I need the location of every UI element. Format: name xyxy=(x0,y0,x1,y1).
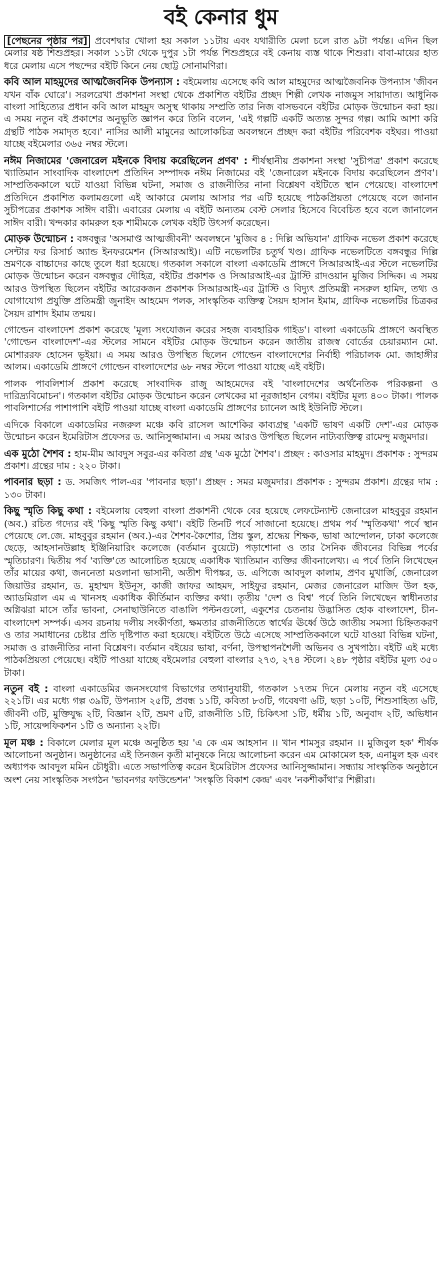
article-paragraph-golden-bangladesh xyxy=(4,325,438,375)
continued-from-label: [পেছনের পৃষ্ঠার পর] xyxy=(4,35,90,48)
article-paragraph-pabnar-chhora xyxy=(4,477,438,502)
paragraph-text: বইমেলায় বেহুলা বাংলা প্রকাশনী থেকে বের হয়েছে লেফটেন্যান্ট জেনারেল মাহবুবুর রহমান (অব.) রচিত গদ্যের বই 'কিছু স্মৃতি কিছু কথা'। বইটি তিনটি পর্বে সাজানো হয়েছে। প্রথম পর্ব 'স্মৃতিকথা' পর্বে স্থান পেয়েছে লে.জে. মাহবুবুর রহমান (অব.)-এর শৈশব-কৈশোর, প্রিয় স্কুল, শ্রদ্ধেয় শিক্ষক, ভাষা আন্দোলন, ঢাকা কলেজে ছেড়ে, আহসানউল্লাহ ইঞ্জিনিয়ারিং কলেজে (বর্তমান বুয়েটে) পড়াশোনা ও তার সৈনিক জীবনের বিভিন্ন পর্বের স্মৃতিচারণ। দ্বিতীয় পর্ব 'ব্যক্তি'তে আলোচিত হয়েছে একাধিক খ্যাতিমান ব্যক্তির জীবনালেখ্য। এ পর্বে তিনি লিখেছেন তাঁর মায়ের কথা, জননেতা মওলানা ভাসানী, অতীশ দীপঙ্কর, ড. এপিজে আবদুল কালাম, প্রণব মুখার্জি, জেনারেল জিয়াউর রহমান, ড. মুহাম্মদ ইউনূস, কাজী জাফর আহমদ, সাইফুর রহমান, মেজর জেনারেল মাজিদ উল হক, অ্যাডমিরাল এম এ খানসহ একাধিক কীর্তিমান ব্যক্তির কথা। তৃতীয় 'দেশ ও বিশ্ব' পর্বে তিনি লিখেছেন স্বাধীনতার অগ্নিঝরা মাসে তাঁর ভাবনা, সেনাছাউনিতে বাঙালি পল্টনগুলো, একুশের চেতনায় উদ্ভাসিত হোক বাংলাদেশ, চীন-বাংলাদেশ সম্পর্ক। এসব রচনায় দলীয় সংকীর্ণতা, ক্ষমতার রাজনীতিতে স্বার্থের ঊর্ধ্বে উঠে জাতীয় সমস্যা চিহ্নিতকরণ ও তার সমাধানের চেষ্টার প্রতি দৃষ্টিপাত করা হয়েছে। বইটিতে উঠে এসেছে সাম্প্রতিককালে ঘটে যাওয়া বিভিন্ন ঘটনা, সমাজ ও রাজনীতির নানা বিশ্লেষণ। বর্তমান বইয়ের ভাষা, বর্ণনা, উপস্থাপনশৈলী অভিনব ও সুখপাঠ্য। বইটি এই মধ্যে পাঠকপ্রিয়তা পেয়েছে। বইটি পাওয়া যাচ্ছে বইমেলার বেহুলা বাংলার ২৭৩, ২৭৪ স্টলে। ২৪৮ পৃষ্ঠার বইটির মূল্য ৩৫০ টাকা। xyxy=(4,506,438,679)
paragraph-text: ড. সমজিৎ পাল-এর 'পাবনার ছড়া'। প্রচ্ছদ : সমর মজুমদার। প্রকাশক : সুন্দরম প্রকাশ। গ্রন্থের দাম : ১৩০ টাকা। xyxy=(4,477,438,501)
article-paragraph-naem-nizam xyxy=(4,156,438,230)
page-title: বই কেনার ধুম xyxy=(163,5,279,29)
paragraph-text: প্রবেশদ্বার খোলা হয় সকাল ১১টায় এবং যথারীতি মেলা চলে রাত ৯টা পর্যন্ত। এদিন ছিল মেলার ষষ্ঠ শিশুপ্রহর। সকাল ১১টা থেকে দুপুর ১টা পর্যন্ত শিশুপ্রহরে বই কেনায় ব্যস্ত থাকে শিশুরা। বাবা-মায়ের হাত ধরে মেলায় এসে পছন্দের বইটি কিনে নেয় ছোট্ট সোনামণিরা। xyxy=(4,36,438,72)
article-paragraph-intro xyxy=(4,36,438,73)
paragraph-text: বঙ্গবন্ধুর 'অসমাপ্ত আত্মজীবনী' অবলম্বনে 'মুজিব ৪ : দিল্লি অভিযান' গ্রাফিক নভেল প্রকাশ করেছে সেন্টার ফর রিসার্চ অ্যান্ড ইনফরমেশন (সিআরআই)। এটি নভেলটির চতুর্থ খণ্ড। গ্রাফিক নভেলটিতে বঙ্গবন্ধুর দিল্লি ভ্রমণকে বাচ্চাদের কাছে তুলে ধরা হয়েছে। গতকাল সকালে বাংলা একাডেমি প্রাঙ্গণে সিআরআই-এর স্টলে নভেলটির মোড়ক উন্মোচন করেন বঙ্গবন্ধুর দৌহিত্র, বইটির প্রকাশক ও সিআরআই-এর ট্রাস্টি রাদওয়ান মুজিব সিদ্দিক। এ সময় আরও উপস্থিত ছিলেন বইটির আরেকজন প্রকাশক সিআরআই-এর ট্রাস্টি ও বিদ্যুৎ প্রতিমন্ত্রী নসরুল হামিদ, তথ্য ও যোগাযোগ প্রযুক্তি প্রতিমন্ত্রী জুনাইদ আহমেদ পলক, সাংস্কৃতিক ব্যক্তিত্ব সৈয়দ হাসান ইমাম, গ্রাফিক নভেলটির চিত্রকর সৈয়দ রাশাদ ইমাম তন্ময়। xyxy=(4,234,438,320)
article-paragraph-notun-boi xyxy=(4,684,438,734)
paragraph-text: পালক পাবলিশার্স প্রকাশ করেছে সাংবাদিক রাজু আহমেদের বই 'বাংলাদেশের অর্থনৈতিক পরিকল্পনা ও দারিদ্র্যবিমোচন'। গতকাল বইটির মোড়ক উন্মোচন করেন লেখকের মা নূরজাহান বেগম। বইটির মূল্য ৪০০ টাকা। পালক পাবলিশার্সের পাশাপাশি বইটি পাওয়া যাচ্ছে বাংলা একাডেমি প্রাঙ্গণের চ্যানেল আই ইউনিটি স্টলে। xyxy=(4,378,438,415)
paragraph-text: শীর্ষস্থানীয় প্রকাশনা সংস্থা 'সুচীপত্র' প্রকাশ করেছে খ্যাতিমান সাংবাদিক বাংলাদেশ প্রতিদিন সম্পাদক নঈম নিজামের বই 'জেনারেল মইনকে বিদায় করেছিলেন প্রণব'। সাম্প্রতিককালে ঘটে যাওয়া বিভিন্ন ঘটনা, সমাজ ও রাজনীতির নানা বিশ্লেষণ বইটিতে স্থান পেয়েছে। বাংলাদেশ প্রতিদিনে প্রকাশিত কলামগুলো এই আকারে মেলায় আসার পর এটি হয়েছে পাঠকপ্রিয়তা পেয়েছে বলে জানান সুচীপত্রের প্রকাশক সাঈদ বারী। এবারের মেলায় এ বইটি অন্যতম বেস্ট সেলার হিসেবে বিবেচিত হবে বলে জানালেন সাঈদ বারী। খন্দকার কামরুল হক শামীমকে লেখক বইটি উৎসর্গ করেছেন। xyxy=(4,155,439,229)
section-heading: কবি আল মাহমুদের আত্মজৈবনিক উপন্যাস : xyxy=(4,77,180,89)
section-heading: নঈম নিজামের 'জেনারেল মইনকে বিদায় করেছিলেন প্রণব' : xyxy=(4,155,248,167)
section-heading: মোড়ক উন্মোচন : xyxy=(4,234,74,246)
paragraph-text: বিকালে মেলার মূল মঞ্চে অনুষ্ঠিত হয় 'এ কে এম আহসান ।। খান শামসুর রহমান ।। মুজিবুল হক' শীর্ষক আলোচনা অনুষ্ঠান। অনুষ্ঠানের এই তিনজন কৃতী মানুষকে নিয়ে আলোচনা করেন এম মোকামেল হক, এনামুল হক এবং অধ্যাপক আবদুল মমিন চৌধুরী। এতে সভাপতিত্ব করেন ইমেরিটাস প্রফেসর আনিসুজ্জামান। সন্ধ্যায় সাংস্কৃতিক অনুষ্ঠানে অংশ নেয় সাংস্কৃতিক সংগঠন 'ভাবনগর ফাউন্ডেশন' 'সংস্কৃতি বিকাশ কেন্দ্র' এবং 'নকশীকাঁথা'র শিল্পীরা। xyxy=(4,737,438,786)
article-paragraph-palok xyxy=(4,379,438,416)
paragraph-text: বইমেলায় এসেছে কবি আল মাহমুদের আত্মজৈবনিক উপন্যাস 'জীবন যখন বাঁক ঘোরে'। সরলরেখা প্রকাশনা সংস্থা থেকে প্রকাশিত বইটির প্রচ্ছদ শিল্পী লেখক নাজমুস সায়াদাত। আধুনিক বাংলা সাহিত্যের প্রধান কবি আল মাহমুদ অসুস্থ থাকায় সম্প্রতি তার নিজ বাসভবনে বইটির মোড়ক উন্মোচন করা হয়। এ সময় নতুন বই প্রকাশের অনুভূতি জ্ঞাপন করে তিনি বলেন, 'এই গল্পটি একটি অত্যন্ত সুন্দর গল্প। আমি আশা করি গ্রন্থটি পাঠক সমাদৃত হবে।' নাসির আলী মামুনের আলোকচিত্র অবলম্বনে প্রচ্ছদ করা বইটির পরিবেশক বইঘর। পাওয়া যাচ্ছে বইমেলার ৩৬৫ নম্বর স্টলে। xyxy=(4,77,438,151)
article-paragraph-mool-moncho xyxy=(4,738,438,788)
section-heading: এক মুঠো শৈশব : xyxy=(4,448,72,460)
article-paragraph-al-mahmud xyxy=(4,77,438,151)
paragraph-text: হাম-মীম আবদুস সবুর-এর কবিতা গ্রন্থ 'এক মুঠো শৈশব'। প্রচ্ছদ : কাওসার মাহমুদ। প্রকাশক : সুন্দরম প্রকাশ। গ্রন্থের দাম : ২২০ টাকা। xyxy=(4,448,438,472)
article-body xyxy=(4,36,438,787)
section-heading: মূল মঞ্চ : xyxy=(4,737,44,749)
section-heading: পাবনার ছড়া : xyxy=(4,477,62,489)
article-paragraph-ek-mutho-shoishob xyxy=(4,449,438,474)
article-paragraph-cover-launch xyxy=(4,234,438,321)
section-heading: নতুন বই : xyxy=(4,683,49,695)
paragraph-text: গোল্ডেন বাংলাদেশ প্রকাশ করেছে 'মূল্য সংযোজন করের সহজ ব্যবহারিক গাইড'। বাংলা একাডেমি প্রাঙ্গণে অবস্থিত 'গোল্ডেন বাংলাদেশ'-এর স্টলের সামনে বইটির মোড়ক উন্মোচন করেন জাতীয় রাজস্ব বোর্ডের চেয়ারম্যান মো. মোশাররফ হোসেন ভূইয়া। এ সময় আরও উপস্থিত ছিলেন গোল্ডেন বাংলাদেশের নির্বাহী পরিচালক মো. জাহাঙ্গীর আলম। একাডেমি প্রাঙ্গণে গোল্ডেন বাংলাদেশের ৬৮ নম্বর স্টলে পাওয়া যাচ্ছে এই বইটি। xyxy=(4,324,438,374)
paragraph-text: এদিকে বিকালে একাডেমির নজরুল মঞ্চে কবি রাসেল আশেকির কাব্যগ্রন্থ 'একটি ভাষণ একটি দেশ'-এর মোড়ক উন্মোচন করেন ইমেরিটাস প্রফেসর ড. আনিসুজ্জামান। এ সময় আরও উপস্থিত ছিলেন নাট্যব্যক্তিত্ব রামেন্দু মজুমদার। xyxy=(4,419,438,444)
section-heading: কিছু স্মৃতি কিছু কথা : xyxy=(4,506,92,518)
article-paragraph-kichhu-smriti xyxy=(4,506,438,680)
paragraph-text: বাংলা একাডেমির জনসংযোগ বিভাগের তথ্যানুযায়ী, গতকাল ১৭তম দিনে মেলায় নতুন বই এসেছে ২২১টি। এর মধ্যে গল্প ৩৯টি, উপন্যাস ২৫টি, প্রবন্ধ ১১টি, কবিতা ৮৩টি, গবেষণা ৬টি, ছড়া ১০টি, শিশুসাহিত্য ৬টি, জীবনী ৩টি, মুক্তিযুদ্ধ ২টি, বিজ্ঞান ২টি, ভ্রমণ ৫টি, রাজনীতি ১টি, চিকিৎসা ১টি, ধর্মীয় ১টি, অনুবাদ ২টি, অভিধান ১টি, সায়েন্সফিকশন ১টি ও অন্যান্য ২২টি। xyxy=(4,683,438,733)
article-paragraph-nazrul-stage xyxy=(4,420,438,445)
